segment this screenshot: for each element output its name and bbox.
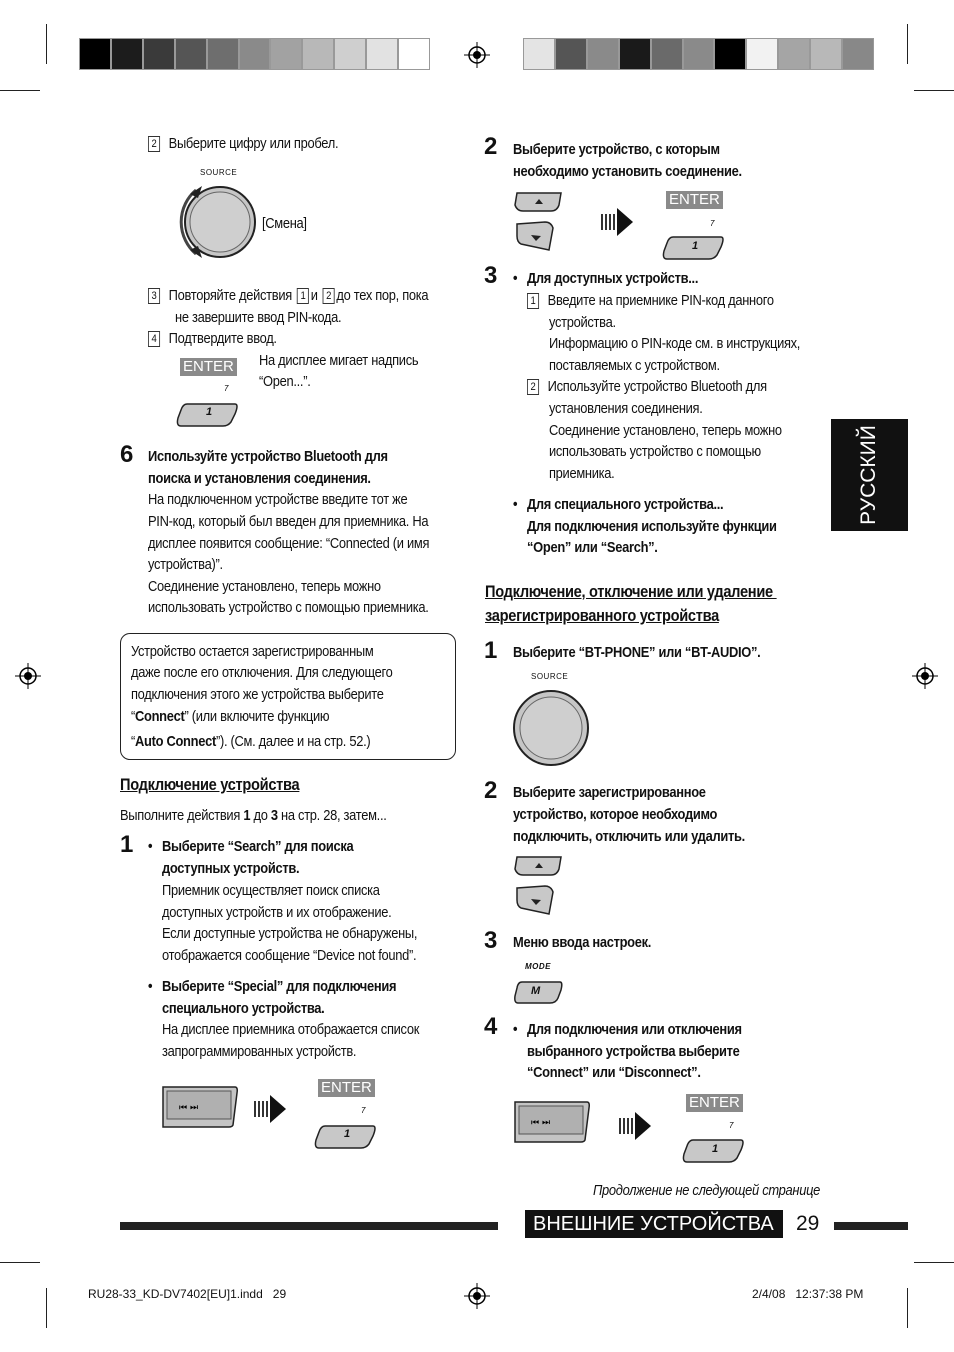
- step-1-b1-bold: Выберите “Search” для поиска: [162, 838, 354, 855]
- step-3-b2-bold: Для специального устройства...: [527, 496, 724, 513]
- step-1-b2-bold: специального устройства.: [162, 1000, 325, 1017]
- seek-buttons-icon[interactable]: [161, 1085, 239, 1129]
- step-1-b2-body: На дисплее приемника отображается список: [162, 1021, 420, 1038]
- section-heading-manage: зарегистрированного устройства: [485, 606, 719, 625]
- color-swatch: [746, 38, 778, 70]
- note-line-auto-connect: “Auto Connect”). (См. далее и на стр. 52.): [131, 733, 371, 750]
- step-1-b1-body: Если доступные устройства не обнаружены,: [162, 925, 418, 942]
- button-1-label: 1: [206, 406, 213, 418]
- step-6-body: дисплее появится сообщение: “Connected (и имя: [148, 535, 430, 552]
- enter-label: ENTER: [180, 358, 237, 376]
- step-3-sub1-line: поставляемых с устройством.: [549, 357, 720, 374]
- registration-mark-icon: [15, 663, 41, 689]
- bullet: •: [148, 838, 153, 855]
- color-swatch: [842, 38, 874, 70]
- seven-label: 7: [224, 384, 229, 393]
- language-tab-label: РУССКИЙ: [857, 425, 880, 525]
- change-label: [Смена]: [262, 215, 307, 232]
- seven-label: 7: [729, 1121, 734, 1130]
- mode-label: MODE: [525, 962, 551, 971]
- registration-mark-icon: [464, 1283, 490, 1309]
- seek-buttons-icon[interactable]: [513, 1100, 591, 1144]
- enter-label: ENTER: [686, 1094, 743, 1112]
- arrow-right-icon: [254, 1089, 288, 1129]
- r-step-1-number: 1: [484, 637, 498, 664]
- note-line: Устройство остается зарегистрированным: [131, 643, 374, 660]
- substep-2: 2 Выберите цифру или пробел.: [148, 133, 338, 155]
- mode-button-label: M: [531, 985, 541, 997]
- registration-mark-icon: [912, 663, 938, 689]
- color-swatch: [79, 38, 111, 70]
- step-3-sub2-line: использовать устройство с помощью: [549, 443, 761, 460]
- r-step-3-bold: Меню ввода настроек.: [513, 934, 652, 951]
- r-step-4-number: 4: [484, 1013, 498, 1040]
- enter-label: ENTER: [666, 191, 723, 209]
- color-swatch: [810, 38, 842, 70]
- color-swatch: [207, 38, 239, 70]
- step-1-b1-bold: доступных устройств.: [162, 860, 300, 877]
- color-swatch: [619, 38, 651, 70]
- footer-rule-left: [120, 1222, 498, 1230]
- seven-label: 7: [710, 219, 715, 228]
- button-1-label: 1: [712, 1143, 719, 1155]
- step-3-sub1-line: устройства.: [549, 314, 616, 331]
- step-3-b2-bold: Для подключения используйте функции: [527, 518, 777, 535]
- button-1-label: 1: [692, 240, 699, 252]
- color-swatch: [778, 38, 810, 70]
- step-3-b1-bold: Для доступных устройств...: [527, 270, 699, 287]
- r-step-2-bold: подключить, отключить или удалить.: [513, 828, 745, 845]
- step-2-number: 2: [484, 133, 498, 160]
- registration-mark-icon: [464, 42, 490, 68]
- color-swatch: [587, 38, 619, 70]
- step-6-body: На подключенном устройстве введите тот же: [148, 491, 408, 508]
- arrow-right-icon: [619, 1106, 653, 1146]
- r-step-4-bold: “Connect” или “Disconnect”.: [527, 1064, 701, 1081]
- step-3-sub1-line: Информацию о PIN-коде см. в инструкциях,: [549, 335, 801, 352]
- step-3-sub2-line: Соединение установлено, теперь можно: [549, 422, 782, 439]
- step-3-b2-bold: “Open” или “Search”.: [527, 539, 658, 556]
- color-swatch: [270, 38, 302, 70]
- substep-4: 4 Подтвердите ввод.: [148, 328, 277, 350]
- arrow-right-icon: [601, 202, 635, 242]
- step-6-body: PIN-код, который был введен для приемника. На: [148, 513, 429, 530]
- intro-text: Выполните действия 1 до 3 на стр. 28, затем...: [120, 807, 387, 824]
- enter-label: ENTER: [318, 1079, 375, 1097]
- footer-rule-right: [834, 1222, 908, 1230]
- continued-note: Продолжение не следующей странице: [593, 1182, 821, 1199]
- up-button-icon[interactable]: [513, 853, 565, 879]
- page-number: 29: [796, 1212, 820, 1235]
- r-step-4-bold: Для подключения или отключения: [527, 1021, 742, 1038]
- color-swatch: [683, 38, 715, 70]
- color-swatch: [555, 38, 587, 70]
- color-swatch: [523, 38, 555, 70]
- bullet: •: [513, 270, 518, 287]
- step-1-b2-bold: Выберите “Special” для подключения: [162, 978, 397, 995]
- down-button-icon[interactable]: [513, 884, 557, 918]
- r-step-4-bold: выбранного устройства выберите: [527, 1043, 740, 1060]
- note-line-connect: “Connect” (или включите функцию: [131, 708, 330, 725]
- step-1-b1-body: отображается сообщение “Device not found”.: [162, 947, 417, 964]
- file-info: RU28-33_KD-DV7402[EU]1.indd 29: [88, 1287, 287, 1301]
- up-button-icon[interactable]: [513, 189, 565, 215]
- step-3-sub2: 2 Используйте устройство Bluetooth для: [527, 376, 767, 398]
- bullet: •: [513, 496, 518, 513]
- section-heading-connect: Подключение устройства: [120, 775, 300, 794]
- r-step-2-number: 2: [484, 777, 498, 804]
- note-line: даже после его отключения. Для следующего: [131, 664, 393, 681]
- date-info: 2/4/08 12:37:38 PM: [752, 1287, 864, 1301]
- r-step-2-bold: Выберите зарегистрированное: [513, 784, 706, 801]
- step-6-body: устройства)”.: [148, 556, 223, 573]
- step-6-body: Соединение установлено, теперь можно: [148, 578, 381, 595]
- step-2-bold: Выберите устройство, с которым: [513, 141, 720, 158]
- step-1-b1-body: доступных устройств и их отображение.: [162, 904, 392, 921]
- substep-3: 3 Повторяйте действия 1 и 2 до тех пор, пока: [148, 285, 428, 307]
- color-swatch: [239, 38, 271, 70]
- step-1-b2-body: запрограммированных устройств.: [162, 1043, 357, 1060]
- note-line: подключения этого же устройства выберите: [131, 686, 384, 703]
- color-swatch: [366, 38, 398, 70]
- source-label: SOURCE: [200, 168, 238, 177]
- step-6-body: использовать устройство с помощью приемника.: [148, 599, 429, 616]
- footer-section-title: ВНЕШНИЕ УСТРОЙСТВА: [533, 1213, 774, 1235]
- color-swatch: [111, 38, 143, 70]
- source-label: SOURCE: [531, 672, 569, 681]
- button-1-label: 1: [344, 1128, 351, 1140]
- blink-text-2: “Open...”.: [259, 373, 311, 390]
- step-3-sub2-line: приемника.: [549, 465, 615, 482]
- bullet: •: [513, 1021, 518, 1038]
- seven-label: 7: [361, 1106, 366, 1115]
- svg-text:⏮ ⏭: ⏮ ⏭: [179, 1103, 199, 1113]
- color-swatch: [398, 38, 430, 70]
- color-swatch: [651, 38, 683, 70]
- step-6-number: 6: [120, 441, 134, 468]
- r-step-2-bold: устройство, которое необходимо: [513, 806, 718, 823]
- down-button-icon[interactable]: [513, 220, 557, 254]
- step-6-bold: Используйте устройство Bluetooth для: [148, 448, 388, 465]
- step-3-number: 3: [484, 262, 498, 289]
- source-knob-icon[interactable]: [511, 688, 593, 770]
- svg-text:⏮ ⏭: ⏮ ⏭: [531, 1118, 551, 1128]
- source-knob-icon: [168, 178, 264, 268]
- color-swatch: [302, 38, 334, 70]
- substep-3-line2: не завершите ввод PIN-кода.: [175, 309, 342, 326]
- bullet: •: [148, 978, 153, 995]
- step-1-number: 1: [120, 831, 134, 858]
- step-6-bold: поиска и установления соединения.: [148, 470, 371, 487]
- color-swatch: [175, 38, 207, 70]
- color-swatch: [334, 38, 366, 70]
- color-swatch: [714, 38, 746, 70]
- color-swatch: [143, 38, 175, 70]
- r-step-3-number: 3: [484, 927, 498, 954]
- r-step-1-bold: Выберите “BT-PHONE” или “BT-AUDIO”.: [513, 644, 761, 661]
- section-heading-manage: Подключение, отключение или удаление: [485, 582, 777, 601]
- step-3-sub1: 1 Введите на приемнике PIN-код данного: [527, 290, 774, 312]
- step-1-b1-body: Приемник осуществляет поиск списка: [162, 882, 380, 899]
- step-3-sub2-line: установления соединения.: [549, 400, 703, 417]
- blink-text-1: На дисплее мигает надпись: [259, 352, 419, 369]
- step-2-bold: необходимо установить соединение.: [513, 163, 742, 180]
